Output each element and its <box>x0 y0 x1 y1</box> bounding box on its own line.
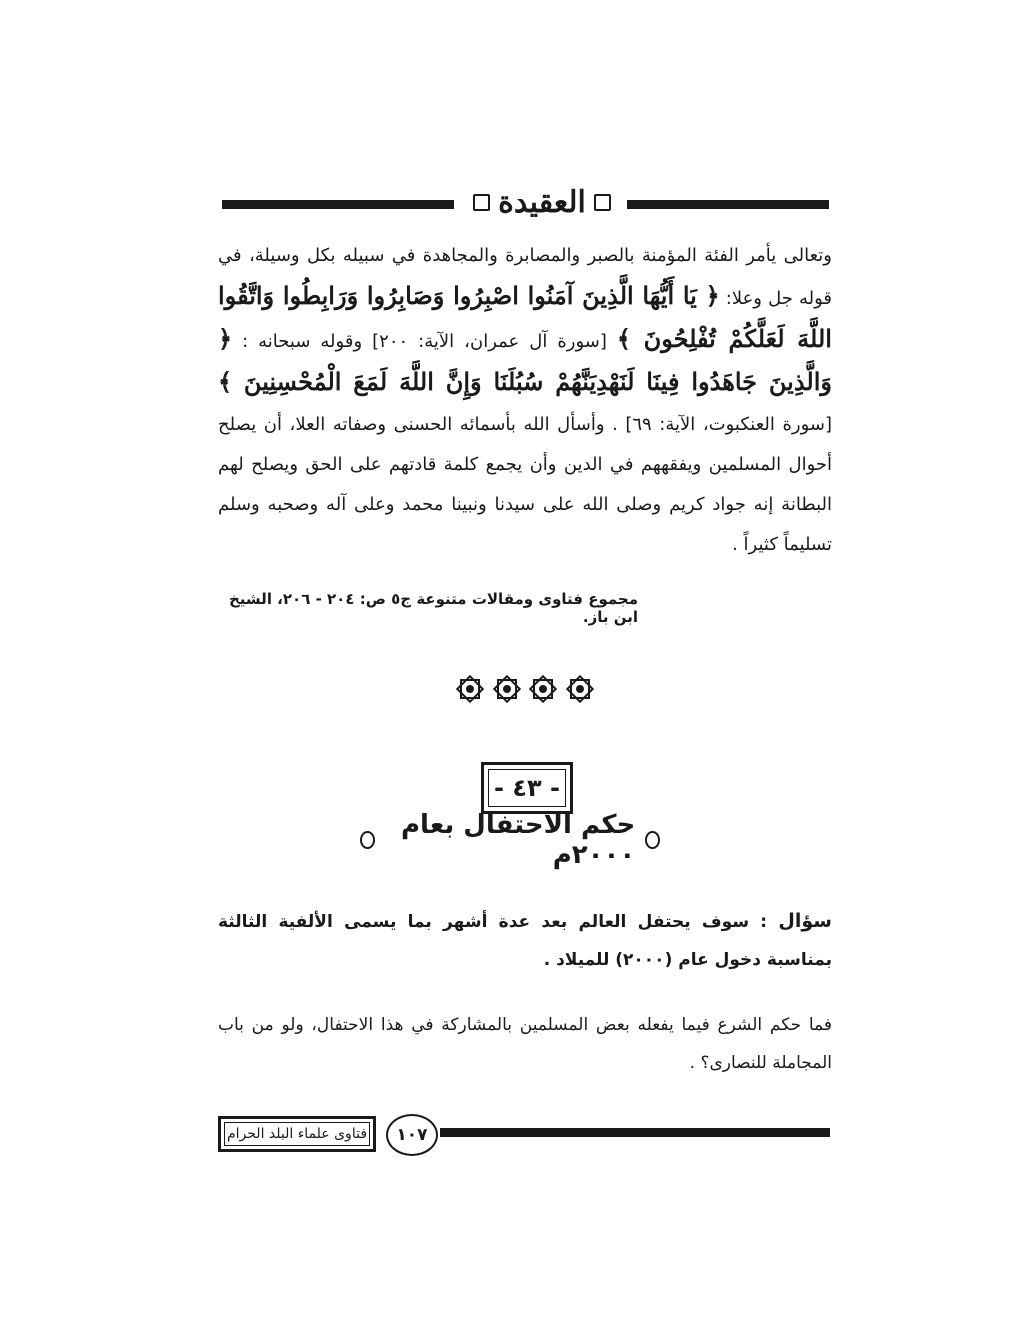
circle-icon <box>360 831 375 849</box>
intro-text: وتعالى يأمر الفئة المؤمنة بالصبر والمصابرة والمجاهدة في سبيله بكل وسيلة، في قوله جل وعلا: <box>218 245 832 309</box>
square-icon <box>594 194 611 211</box>
question-paragraph <box>218 902 832 979</box>
book-title: فتاوى علماء البلد الحرام <box>224 1122 370 1146</box>
square-icon <box>473 194 490 211</box>
star-ornament-icon <box>492 674 522 704</box>
fatwa-heading <box>360 810 660 870</box>
circle-icon <box>645 831 660 849</box>
question-text: : سوف يحتفل العالم بعد عدة أشهر بما يسمى الألفية الثالثة بمناسبة دخول عام (٢٠٠٠) للميلاد . <box>218 912 832 970</box>
star-ornament-icon <box>565 674 595 704</box>
body-paragraph <box>218 236 832 565</box>
closing-text: الله بأسمائه الحسنى وصفاته العلا، أن يصلح أحوال المسلمين ويفقههم في الدين وأن يجمع كلمة قادتهم على الحق ويصلح لهم البطانة إنه جواد كريم وصلى الله على سيدنا ونبينا محمد وعلى آله وصحبه وسلم تسليماً كثيراً . <box>218 414 832 555</box>
star-ornament-icon <box>528 674 558 704</box>
quran-verse-1: ﴿ يَا أَيُّهَا الَّذِينَ آمَنُوا اصْبِرُوا وَصَابِرُوا وَرَابِطُوا وَاتَّقُوا اللَّهَ لَعَلَّكُمْ تُفْلِحُونَ ﴾ <box>218 281 832 353</box>
question-label: سؤال <box>778 910 832 932</box>
fatwa-title: حكم الاحتفال بعام ٢٠٠٠م <box>400 810 636 870</box>
footer-rule <box>440 1128 830 1137</box>
question-followup: فما حكم الشرع فيما يفعله بعض المسلمين بالمشاركة في هذا الاحتفال، ولو من باب المجاملة للنصارى؟ . <box>218 1015 832 1073</box>
verse-reference-2: [سورة العنكبوت، الآية: ٦٩] . وأسأل <box>557 414 832 435</box>
star-ornament-icon <box>455 674 485 704</box>
section-title: العقيدة <box>498 184 586 220</box>
source-reference: مجموع فتاوى ومقالات متنوعة ج٥ ص: ٢٠٤ - ٢٠٦، الشيخ ابن باز. <box>228 590 638 626</box>
header-rule-right <box>627 200 829 209</box>
book-title-box <box>218 1116 376 1152</box>
header-rule-left <box>222 200 454 209</box>
fatwa-number: - ٤٣ - <box>488 769 566 807</box>
ornament-divider <box>455 674 595 710</box>
page-number: ١٠٧ <box>386 1114 438 1156</box>
section-header <box>462 180 622 224</box>
verse-reference-1: [سورة آل عمران، الآية: ٢٠٠] وقوله سبحانه : <box>242 331 607 352</box>
quran-verse-2: ﴿ وَالَّذِينَ جَاهَدُوا فِينَا لَنَهْدِيَنَّهُمْ سُبُلَنَا وَإِنَّ اللَّهَ لَمَعَ الْمُحْسِنِينَ ﴾ <box>218 324 832 396</box>
fatwa-number-box <box>481 762 573 814</box>
